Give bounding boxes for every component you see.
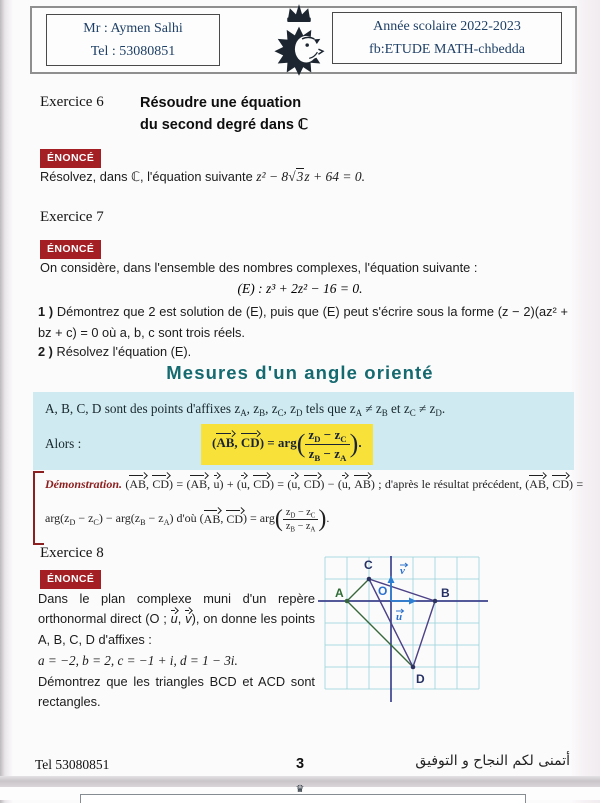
question1-number: 1 )	[38, 304, 54, 319]
exercise8-statement: Dans le plan complexe muni d'un repère orthonormal direct (O ; u, v), on donne les points A, B, C, D d'affixes : a = −2, b = 2, c = −1 + i, d = 1 − 3i. Démontrez que les triangles BCD et ACD sont rectangles.	[38, 589, 315, 712]
vector-u: u	[213, 477, 220, 491]
enonce-badge-ex8: ÉNONCÉ	[40, 570, 101, 589]
school-year-box	[332, 12, 562, 64]
affixes-line: a = −2, b = 2, c = −1 + i, d = 1 − 3i.	[38, 653, 238, 669]
exercise6-title-line1: Résoudre une équation	[140, 95, 302, 111]
question2-text: Résolvez l'équation (E).	[52, 344, 192, 359]
angle-formula-highlight: (AB, CD) = arg( $\frac{z_D - z_C}{z_B - z_A}$ ).	[201, 424, 373, 465]
footer-tel: Tel 53080851	[35, 757, 110, 772]
enonce-badge-ex6: ÉNONCÉ	[40, 149, 101, 168]
formula-fraction: $\frac{z_D - z_C}{z_B - z_A}$	[305, 427, 349, 461]
vector-AB: AB	[129, 477, 147, 491]
label-D: D	[416, 672, 425, 686]
sqrt-radical: √3	[288, 169, 304, 184]
exercise8-label: Exercice 8	[40, 545, 104, 561]
vector-CD: CD	[226, 511, 244, 526]
footer-wish-arabic: أتمنى لكم النجاح و التوفيق	[415, 753, 570, 769]
teacher-info-box	[46, 14, 220, 66]
vector-CD: CD	[240, 435, 260, 451]
equation-E: (E) : z³ + 2z² − 16 = 0.	[237, 281, 363, 296]
label-O: O	[378, 584, 388, 598]
exercise7-label: Exercice 7	[40, 209, 104, 225]
label-u: u	[396, 611, 403, 623]
exercise6-title	[140, 92, 308, 136]
school-year: Année scolaire 2022-2023	[373, 19, 521, 34]
vector-CD: CD	[253, 477, 270, 491]
vector-CD: CD	[552, 477, 569, 491]
complex-plane-figure	[316, 556, 490, 719]
question2-number: 2 )	[38, 344, 53, 359]
exercise7-question1	[38, 301, 568, 343]
statement-text: Résolvez, dans ℂ, l'équation suivante	[40, 169, 257, 184]
vector-u: u	[291, 477, 298, 491]
next-page-header-border	[80, 794, 526, 803]
equation-ex6: z² − 8√3z + 64 = 0.	[256, 169, 365, 184]
page-number: 3	[295, 756, 305, 772]
teacher-name: Mr : Aymen Salhi	[83, 21, 183, 36]
theorem-statement: A, B, C, D sont des points d'affixes $z_A$, $z_B$, $z_C$, $z_D$ tels que $z_A \ne z_B$ et $z_C \ne z_D$.	[45, 401, 446, 419]
vector-AB: AB	[190, 477, 208, 491]
lesson-title: Mesures d'un angle orienté	[166, 362, 434, 383]
label-v: v	[400, 565, 405, 577]
exercise6-title-line2: du second degré dans ℂ	[140, 117, 309, 133]
label-C: C	[364, 558, 373, 572]
vector-v: v	[185, 611, 192, 627]
demonstration-label: Démonstration.	[45, 477, 123, 491]
facebook-page: fb:ETUDE MATH-chbedda	[369, 42, 525, 57]
next-page-sliver	[0, 784, 600, 800]
exercise8-question: Démontrez que les triangles BCD et ACD sont rectangles.	[38, 673, 315, 709]
vector-u: u	[341, 477, 348, 491]
vector-AB: AB	[529, 477, 546, 491]
vector-AB: AB	[216, 435, 235, 451]
point-B	[433, 599, 438, 604]
lion-logo	[255, 0, 343, 86]
lion-crown-icon	[255, 0, 343, 86]
vector-CD: CD	[303, 477, 321, 491]
vector-AB: AB	[203, 511, 221, 526]
demonstration-block: Démonstration. (AB, CD) = (AB, u) + (u, CD) = (u, CD) − (u, AB) ; d'après le résultat précédent, (AB, $CD) = arg(z_D - z_C) - arg(z_B - z_A)$ d'où (AB, CD) = arg( $\frac{z_D - z_C}{z_B - z_A}$ ).	[33, 471, 583, 545]
question1-text: Démontrez que 2 est solution de (E), puis que (E) peut s'écrire sous la forme (z − 2)(az² + bz + c) = 0 où a, b, c sont trois réels.	[38, 304, 568, 341]
vector-CD: CD	[152, 477, 170, 491]
label-A: A	[335, 586, 344, 600]
exercise7-question2	[38, 344, 566, 359]
vector-u: u	[240, 477, 247, 491]
next-page-crown-icon: ♛	[295, 784, 305, 795]
demo-fraction: $\frac{z_D - z_C}{z_B - z_A}$	[283, 507, 319, 533]
exercise6-statement	[40, 169, 565, 185]
alors-label: Alors :	[45, 436, 82, 451]
teacher-tel: Tel : 53080851	[90, 44, 176, 59]
exercise6-label: Exercice 6	[40, 94, 104, 110]
vector-u: u	[170, 611, 178, 627]
point-D	[411, 665, 416, 670]
point-C	[367, 577, 372, 582]
theorem-box	[33, 392, 574, 470]
exercise7-intro: On considère, dans l'ensemble des nombres complexes, l'équation suivante :	[40, 260, 478, 275]
point-A	[345, 599, 350, 604]
label-B: B	[441, 586, 450, 600]
vector-AB: AB	[354, 477, 371, 491]
enonce-badge-ex7: ÉNONCÉ	[40, 240, 101, 259]
